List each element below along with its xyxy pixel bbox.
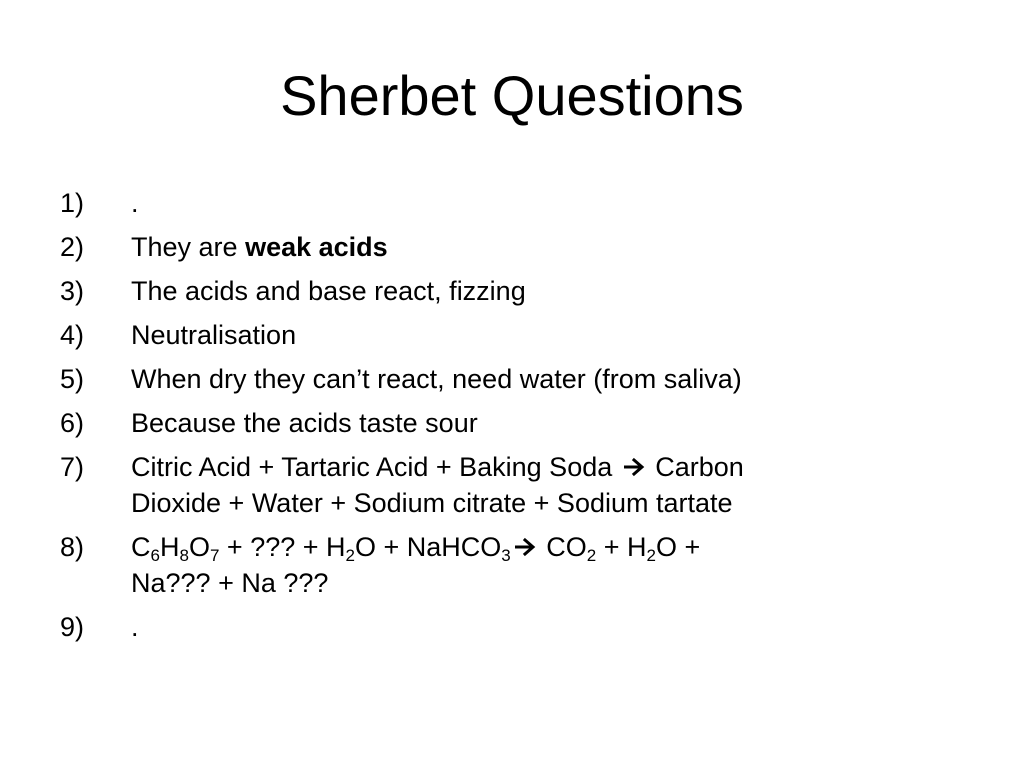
subscript: 2 — [345, 546, 355, 565]
subscript: 8 — [179, 546, 189, 565]
word-equation-reactants: Citric Acid + Tartaric Acid + Baking Soda — [131, 452, 620, 482]
word-equation-line-1 — [131, 449, 960, 485]
chem-symbol: C — [131, 532, 151, 562]
chem-symbol: H — [159, 532, 180, 562]
item-number: 3) — [60, 276, 85, 306]
item-number: 1) — [60, 188, 85, 218]
list-item-5 — [60, 361, 960, 397]
item-number: 2) — [60, 232, 85, 262]
slide-title: Sherbet Questions — [280, 64, 744, 127]
subscript: 2 — [646, 546, 656, 565]
equation-text: O + — [655, 532, 701, 562]
chemical-equation-line-1 — [131, 529, 960, 565]
chemical-equation-line-2: Na??? + Na ??? — [131, 568, 329, 598]
subscript: 6 — [150, 546, 160, 565]
subscript: 2 — [586, 546, 597, 565]
list-item-4 — [60, 317, 960, 353]
equation-text: O + NaHCO — [354, 532, 502, 562]
list-item-9 — [60, 609, 960, 645]
list-item-8 — [60, 529, 960, 601]
item-text: Neutralisation — [131, 320, 297, 350]
list-item-1 — [60, 185, 960, 221]
item-number: 9) — [60, 612, 85, 642]
item-text-line — [131, 229, 960, 265]
item-text: Because the acids taste sour — [131, 408, 478, 438]
equation-text: + H — [596, 532, 647, 562]
item-number: 4) — [60, 320, 85, 350]
right-arrow-icon — [624, 457, 646, 477]
item-text: When dry they can’t react, need water (from saliva) — [131, 364, 742, 394]
subscript: 7 — [209, 546, 220, 565]
list-item-7 — [60, 449, 960, 521]
subscript: 3 — [501, 546, 511, 565]
item-number: 8) — [60, 532, 85, 562]
item-bold-text: weak acids — [245, 232, 388, 262]
item-number: 5) — [60, 364, 85, 394]
list-item-2 — [60, 229, 960, 265]
right-arrow-icon — [515, 537, 537, 557]
list-item-3 — [60, 273, 960, 309]
item-number: 7) — [60, 452, 85, 482]
list-item-6 — [60, 405, 960, 441]
item-text: . — [131, 612, 139, 642]
equation-text: CO — [538, 532, 587, 562]
item-text: . — [131, 188, 139, 218]
item-number: 6) — [60, 408, 85, 438]
word-equation-products-start: Carbon — [647, 452, 744, 482]
word-equation-line-2: Dioxide + Water + Sodium citrate + Sodium tartate — [131, 488, 733, 518]
item-text: They are — [131, 232, 246, 262]
item-text: The acids and base react, fizzing — [131, 276, 526, 306]
answer-list — [60, 185, 960, 653]
chem-symbol: O — [188, 532, 210, 562]
equation-text: + ??? + H — [219, 532, 346, 562]
